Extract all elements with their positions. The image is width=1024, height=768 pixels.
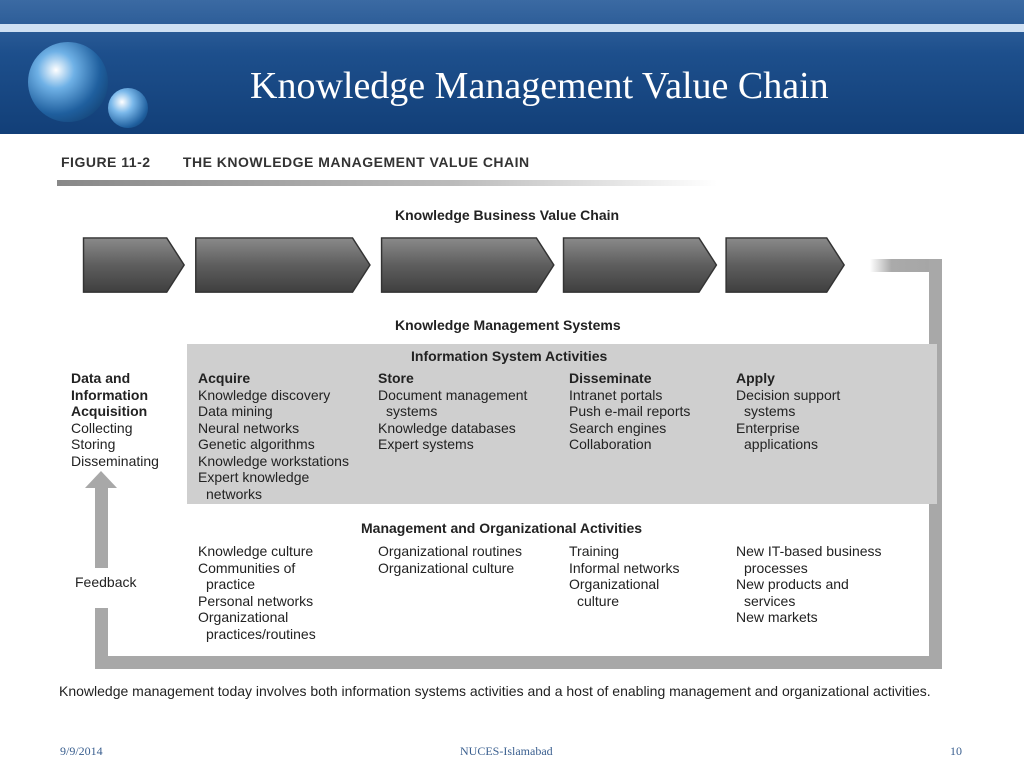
data-info-head-1: Data and bbox=[71, 370, 131, 386]
apply-column bbox=[736, 370, 840, 453]
business-chain-label: Knowledge Business Value Chain bbox=[395, 207, 620, 223]
kms-label: Knowledge Management Systems bbox=[395, 317, 621, 333]
mo-item: processes bbox=[744, 559, 808, 576]
acquire-item: Genetic algorithms bbox=[198, 436, 315, 452]
disseminate-item: Collaboration bbox=[569, 436, 652, 452]
store-item: Expert systems bbox=[378, 436, 474, 452]
mo-item: services bbox=[744, 592, 796, 609]
small-globe-icon bbox=[108, 88, 148, 128]
acquire-item: Data mining bbox=[198, 403, 273, 419]
data-info-acquisition bbox=[71, 370, 159, 469]
mo-column-1 bbox=[198, 543, 316, 642]
mo-item: Training bbox=[569, 543, 620, 559]
mo-column-2 bbox=[378, 543, 522, 576]
store-item: Document management bbox=[378, 386, 528, 403]
figure-title: THE KNOWLEDGE MANAGEMENT VALUE CHAIN bbox=[182, 154, 530, 170]
data-info-item: Disseminating bbox=[71, 452, 159, 469]
slide-header bbox=[0, 0, 1024, 134]
footer-date: 9/9/2014 bbox=[60, 744, 103, 758]
isa-label: Information System Activities bbox=[411, 348, 608, 364]
store-item: systems bbox=[386, 403, 438, 419]
apply-head: Apply bbox=[736, 370, 775, 386]
store-column bbox=[378, 370, 527, 453]
mo-item: Organizational bbox=[569, 576, 660, 592]
moa-label: Management and Organizational Activities bbox=[361, 520, 643, 536]
disseminate-item: Intranet portals bbox=[569, 386, 663, 403]
header-stripe bbox=[0, 24, 1024, 32]
mo-item: Personal networks bbox=[198, 592, 314, 609]
apply-item: Enterprise bbox=[736, 419, 800, 436]
data-info-head-3: Acquisition bbox=[71, 403, 148, 419]
store-item: Knowledge databases bbox=[378, 419, 516, 436]
acquire-item: Knowledge discovery bbox=[198, 386, 331, 403]
mo-item: practices/routines bbox=[206, 625, 316, 642]
mo-item: Informal networks bbox=[569, 559, 680, 576]
mo-item: culture bbox=[577, 592, 620, 609]
mo-item: practice bbox=[206, 576, 256, 592]
mo-item: Organizational culture bbox=[378, 559, 515, 576]
disseminate-column bbox=[569, 370, 690, 453]
mo-item: Knowledge culture bbox=[198, 543, 314, 559]
mo-item: Organizational routines bbox=[378, 543, 522, 559]
acquire-item: Knowledge workstations bbox=[198, 452, 349, 469]
globe-icon bbox=[28, 42, 108, 122]
footer-page-number: 10 bbox=[950, 744, 962, 758]
data-info-item: Storing bbox=[71, 436, 116, 452]
feedback-label: Feedback bbox=[75, 574, 137, 590]
acquire-item: networks bbox=[206, 485, 263, 502]
data-info-item: Collecting bbox=[71, 419, 133, 436]
mo-item: New markets bbox=[736, 609, 818, 625]
figure-panel bbox=[55, 146, 997, 718]
acquire-item: Expert knowledge bbox=[198, 469, 310, 485]
footer-center: NUCES-Islamabad bbox=[460, 744, 553, 758]
mo-column-4 bbox=[736, 543, 882, 626]
mo-item: Communities of bbox=[198, 559, 296, 576]
apply-item: applications bbox=[744, 436, 818, 452]
apply-item: systems bbox=[744, 403, 796, 419]
mo-item: Organizational bbox=[198, 609, 289, 625]
mo-column-3 bbox=[569, 543, 679, 609]
data-info-head-2: Information bbox=[71, 386, 148, 403]
figure-number: FIGURE 11-2 bbox=[61, 154, 151, 170]
acquire-column bbox=[198, 370, 349, 502]
slide-title: Knowledge Management Value Chain bbox=[250, 65, 829, 107]
disseminate-head: Disseminate bbox=[569, 370, 652, 386]
apply-item: Decision support bbox=[736, 386, 841, 403]
acquire-item: Neural networks bbox=[198, 419, 300, 436]
feedback-arrow-head bbox=[85, 471, 117, 488]
disseminate-item: Push e-mail reports bbox=[569, 403, 691, 419]
mo-item: New IT-based business bbox=[736, 543, 882, 559]
disseminate-item: Search engines bbox=[569, 419, 667, 436]
store-head: Store bbox=[378, 370, 414, 386]
acquire-head: Acquire bbox=[198, 370, 251, 386]
mo-item: New products and bbox=[736, 576, 849, 592]
figure-caption: Knowledge management today involves both information systems activities and a host of enabling management and organizational activities. bbox=[59, 683, 931, 699]
